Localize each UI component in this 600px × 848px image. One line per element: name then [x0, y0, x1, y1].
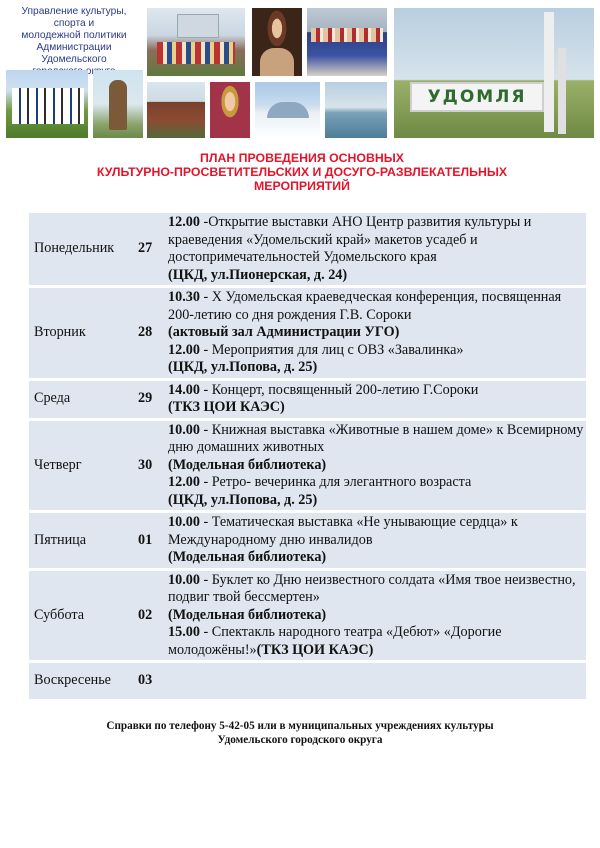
date-cell: 02 — [138, 606, 153, 623]
footer-line: Удомельского городского округа — [217, 734, 383, 746]
event-item — [168, 382, 586, 417]
event-time: 12.00 — [168, 474, 200, 490]
date-cell: 28 — [138, 324, 153, 340]
date-cell: 30 — [138, 456, 153, 473]
event-description: Спектакль народного театра «Дебют» «Дорогие молодожёны!» — [168, 624, 502, 658]
weekday-cell: Четверг — [34, 456, 82, 473]
event-venue: (Модельная библиотека) — [168, 456, 327, 473]
folk-costume-photo — [210, 82, 250, 138]
date-cell: 27 — [138, 240, 153, 257]
event-item — [168, 214, 586, 284]
weekday-cell: Вторник — [34, 324, 86, 340]
event-venue: (ЦКД, ул.Попова, д. 25) — [168, 359, 318, 375]
city-sign-photo — [394, 8, 594, 138]
title-line: ПЛАН ПРОВЕДЕНИЯ ОСНОВНЫХ — [200, 151, 404, 165]
event-description: Буклет ко Дню неизвестного солдата «Имя твое неизвестно, подвиг твой бессмертен» — [168, 571, 576, 605]
weekday-cell: Пятница — [34, 531, 87, 548]
events-cell — [166, 213, 586, 285]
events-cell — [166, 381, 586, 418]
events-cell — [166, 571, 586, 661]
header-banner — [0, 0, 600, 142]
event-venue: (ЦКД, ул.Пионерская, д. 24) — [168, 266, 348, 283]
schedule-body — [29, 213, 586, 699]
event-time: 15.00 — [168, 624, 200, 640]
page-title — [40, 151, 564, 193]
events-cell — [166, 513, 586, 568]
manor-house-photo — [147, 82, 205, 138]
event-description: Концерт, посвященный 200-летию Г.Сороки — [211, 381, 479, 398]
event-item — [168, 289, 586, 342]
event-separator: - — [199, 214, 209, 230]
title-line: КУЛЬТУРНО-ПРОСВЕТИТЕЛЬСКИХ И ДОСУГО-РАЗВЛЕКАТЕЛЬНЫХ — [96, 165, 508, 179]
footer-line: Справки по телефону 5-42-05 или в муниципальных учреждениях культуры — [106, 720, 494, 732]
weekday-cell: Понедельник — [34, 240, 115, 257]
date-cell: 03 — [138, 672, 153, 689]
event-description: Книжная выставка «Животные в нашем доме» к Всемирному дню домашних животных — [168, 421, 584, 455]
event-item — [168, 572, 586, 625]
date-cell: 29 — [138, 390, 153, 407]
folk-choir-photo — [307, 8, 387, 76]
city-sign-board: УДОМЛЯ — [410, 82, 544, 112]
event-separator: - — [199, 571, 212, 588]
portrait-painting — [252, 8, 302, 76]
event-time: 12.00 — [168, 214, 200, 230]
event-item — [168, 422, 586, 475]
event-item — [168, 624, 586, 659]
event-item — [168, 474, 586, 509]
event-time: 10.30 — [168, 289, 200, 305]
event-venue: (ТКЗ ЦОИ КАЭС) — [256, 641, 374, 658]
weekday-cell: Суббота — [34, 606, 85, 623]
weekday-cell: Воскресенье — [34, 672, 111, 689]
schedule-table — [29, 213, 586, 699]
event-separator: - — [199, 624, 212, 640]
event-time: 12.00 — [168, 341, 200, 358]
footer-note — [40, 719, 560, 747]
events-cell — [166, 288, 586, 378]
lake-photo — [325, 82, 387, 138]
schedule-row — [29, 213, 586, 285]
events-cell — [166, 663, 586, 699]
schedule-row — [29, 288, 586, 378]
sign-pillar — [544, 12, 554, 132]
festival-photo — [147, 8, 245, 76]
date-cell: 01 — [138, 531, 153, 548]
title-line: МЕРОПРИЯТИЙ — [254, 179, 350, 193]
weekday-cell: Среда — [34, 390, 71, 407]
event-separator: - — [199, 381, 212, 398]
monument-photo — [93, 70, 143, 138]
dept-line: Администрации Удомельского — [36, 42, 112, 65]
event-separator: - — [199, 474, 212, 490]
event-time: 10.00 — [168, 421, 200, 438]
event-time: 10.00 — [168, 571, 200, 588]
events-cell — [166, 421, 586, 511]
schedule-row — [29, 381, 586, 418]
schedule-row — [29, 421, 586, 511]
department-name — [6, 6, 142, 66]
youth-group-photo — [6, 70, 88, 138]
event-description: Открытие выставки АНО Центр развития культуры и краеведения «Удомельский край» макетов усадеб и достопримечательностей Удомельского края — [168, 214, 532, 265]
event-separator: - — [199, 421, 212, 438]
event-time: 10.00 — [168, 514, 200, 530]
event-time: 14.00 — [168, 381, 200, 398]
event-venue: (Модельная библиотека) — [168, 606, 327, 623]
event-venue: (ЦКД, ул.Попова, д. 25) — [168, 491, 318, 508]
schedule-row — [29, 513, 586, 568]
sign-pillar — [558, 48, 566, 134]
event-item — [168, 342, 586, 377]
dept-line: молодежной политики — [21, 30, 127, 41]
event-description: X Удомельская краеведческая конференция, посвященная 200-летию со дня рождения Г.В. Сороки — [168, 289, 562, 323]
event-separator: - — [199, 289, 212, 305]
event-description: Ретро- вечеринка для элегантного возраста — [211, 474, 472, 490]
winter-building-photo — [255, 82, 320, 138]
event-venue: (актовый зал Администрации УГО) — [168, 324, 400, 340]
event-description: Тематическая выставка «Не унывающие сердца» к Международному дню инвалидов — [168, 514, 518, 548]
dept-line: Управление культуры, спорта и — [21, 6, 127, 29]
event-item — [168, 514, 586, 567]
schedule-row — [29, 571, 586, 661]
schedule-row — [29, 663, 586, 699]
event-separator: - — [199, 341, 212, 358]
event-venue: (Модельная библиотека) — [168, 549, 327, 565]
event-venue: (ТКЗ ЦОИ КАЭС) — [168, 399, 285, 415]
event-separator: - — [199, 514, 212, 530]
event-description: Мероприятия для лиц с ОВЗ «Завалинка» — [211, 341, 464, 358]
